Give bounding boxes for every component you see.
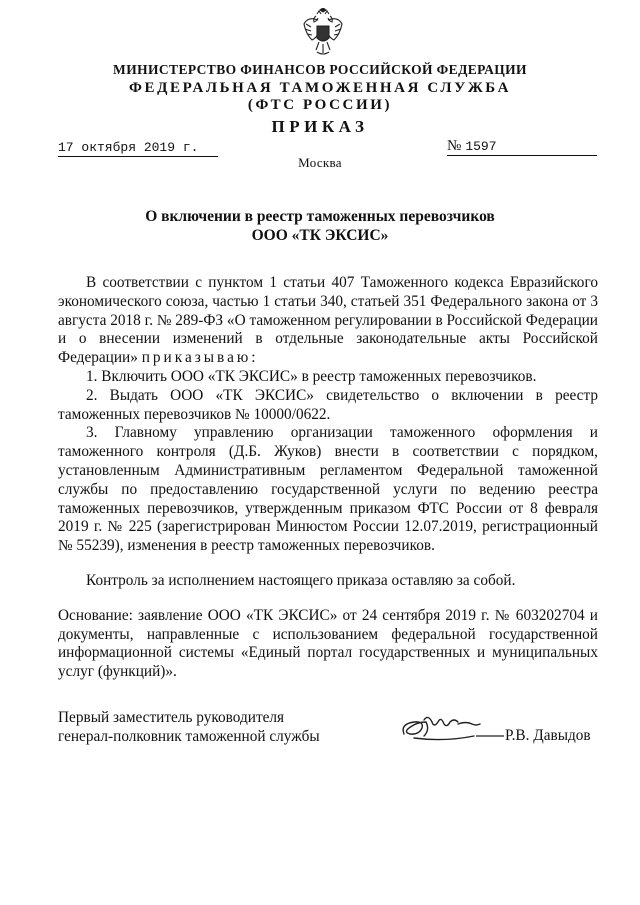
order-item-2: 2. Выдать ООО «ТК ЭКСИС» свидетельство о включении в реестр таможенных перевозчиков № 10000/0622. <box>58 386 598 423</box>
control-paragraph: Контроль за исполнением настоящего приказа оставляю за собой. <box>86 571 516 589</box>
preamble-text: В соответствии с пунктом 1 статьи 407 Таможенного кодекса Евразийского экономического союза, частью 1 статьи 340, статьей 351 Федерального закона от 3 августа 2018 г. № 289-ФЗ «О таможенном регулировании в Российской Федерации и о внесении изменений в отдельные законодательные акты Российской Федерации» <box>58 274 598 367</box>
number-sign: № <box>447 138 462 154</box>
ministry-name: МИНИСТЕРСТВО ФИНАНСОВ РОССИЙСКОЙ ФЕДЕРАЦИИ <box>113 62 527 77</box>
order-item-1: 1. Включить ООО «ТК ЭКСИС» в реестр таможенных перевозчиков. <box>86 367 537 385</box>
signature-icon <box>398 710 508 746</box>
order-verb: приказываю: <box>141 349 259 367</box>
title-line-1: О включении в реестр таможенных перевозчиков <box>145 208 495 225</box>
issue-city: Москва <box>298 155 342 170</box>
order-number: 1597 <box>465 139 497 154</box>
title-line-2: ООО «ТК ЭКСИС» <box>251 227 389 244</box>
basis-paragraph: Основание: заявление ООО «ТК ЭКСИС» от 24 сентября 2019 г. № 603202704 и документы, направленные с использованием федеральной государственной информационной системы «Единый портал государственных и муниципальных услуг (функций)». <box>58 606 598 681</box>
signer-position-line-1: Первый заместитель руководителя <box>58 709 285 726</box>
service-short-name: (ФТС РОССИИ) <box>247 97 393 113</box>
document-type: ПРИКАЗ <box>271 117 369 136</box>
eagle-emblem-icon <box>303 8 343 58</box>
preamble-paragraph <box>58 274 598 368</box>
signer-position <box>58 708 348 746</box>
service-name: ФЕДЕРАЛЬНАЯ ТАМОЖЕННАЯ СЛУЖБА <box>128 80 512 96</box>
signer-position-line-2: генерал-полковник таможенной службы <box>58 728 320 745</box>
signer-name: Р.В. Давыдов <box>505 727 591 744</box>
document-body <box>58 274 598 682</box>
document-title <box>0 207 640 245</box>
order-date: 17 октября 2019 г. <box>58 140 218 157</box>
order-number-field <box>447 138 597 156</box>
order-item-3: 3. Главному управлению организации таможенного оформления и таможенного контроля (Д.Б. Жуков) внести в соответствии с порядком, установленным Административным регламентом Федеральной таможенной службы по предоставлению государственной услуги по ведению реестра таможенных перевозчиков, утвержденным приказом ФТС России от 8 февраля 2019 г. № 225 (зарегистрирован Минюстом России 12.07.2019, регистрационный № 55239), изменения в реестр таможенных перевозчиков. <box>58 424 598 555</box>
